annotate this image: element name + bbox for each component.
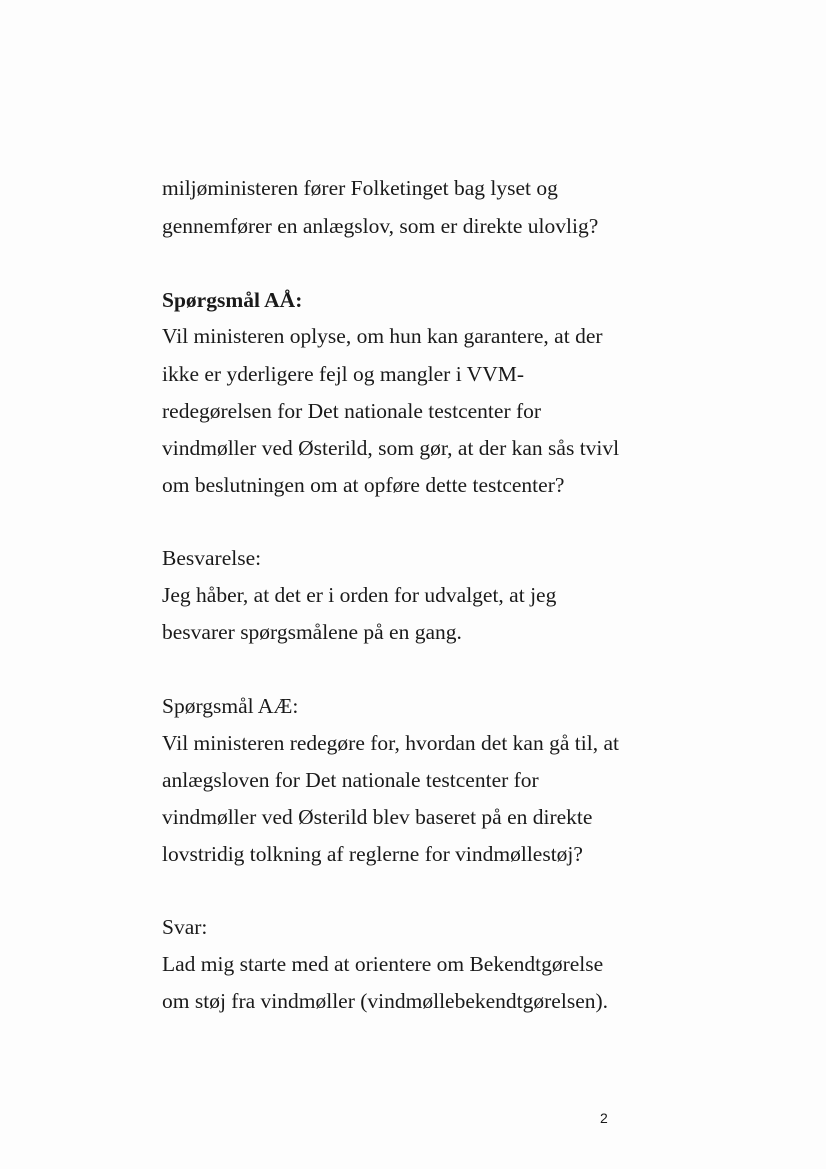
body-line: vindmøller ved Østerild, som gør, at der kan sås tvivl xyxy=(162,436,620,460)
body-line: Lad mig starte med at orientere om Bekendtgørelse xyxy=(162,952,604,976)
answer-heading: Besvarelse: xyxy=(162,546,262,570)
body-line: lovstridig tolkning af reglerne for vindmøllestøj? xyxy=(162,842,583,866)
body-line: om beslutningen om at opføre dette testcenter? xyxy=(162,473,565,497)
answer-heading: Svar: xyxy=(162,915,208,939)
body-line: ikke er yderligere fejl og mangler i VVM- xyxy=(162,362,524,386)
question-heading: Spørgsmål AÆ: xyxy=(162,694,299,718)
body-line: besvarer spørgsmålene på en gang. xyxy=(162,620,462,644)
body-line: Vil ministeren oplyse, om hun kan garantere, at der xyxy=(162,324,603,348)
question-heading: Spørgsmål AÅ: xyxy=(162,288,303,312)
body-line: vindmøller ved Østerild blev baseret på en direkte xyxy=(162,805,593,829)
body-line: redegørelsen for Det nationale testcenter for xyxy=(162,399,542,423)
body-line: Vil ministeren redegøre for, hvordan det kan gå til, at xyxy=(162,731,619,755)
body-line: miljøministeren fører Folketinget bag lyset og xyxy=(162,176,558,200)
page-number: 2 xyxy=(600,1110,608,1126)
body-line: anlægsloven for Det nationale testcenter for xyxy=(162,768,539,792)
body-line: gennemfører en anlægslov, som er direkte ulovlig? xyxy=(162,214,599,238)
body-line: Jeg håber, at det er i orden for udvalget, at jeg xyxy=(162,583,557,607)
body-line: om støj fra vindmøller (vindmøllebekendtgørelsen). xyxy=(162,989,609,1013)
